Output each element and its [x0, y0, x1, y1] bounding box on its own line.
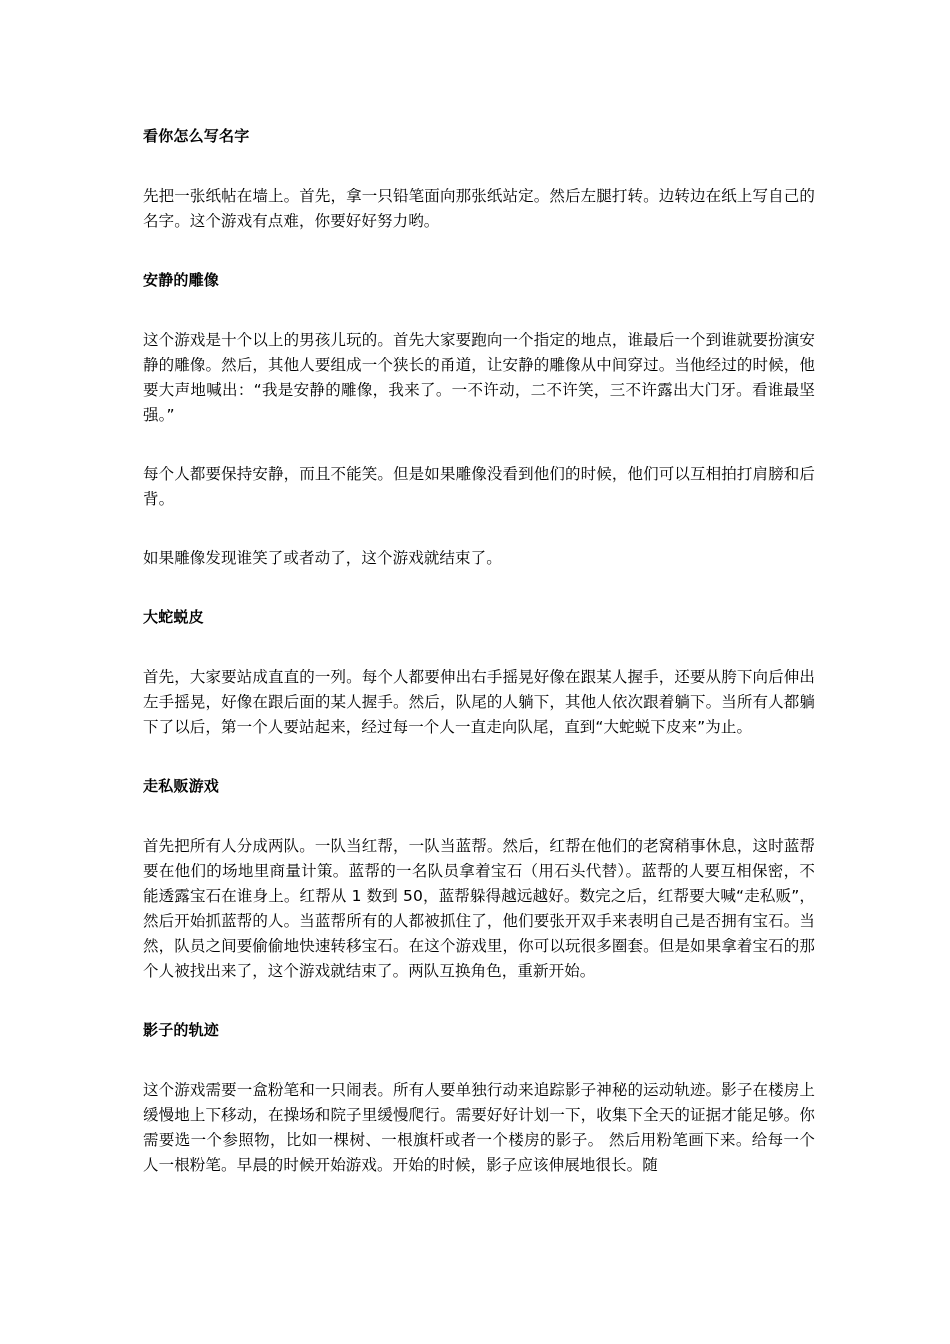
section-paragraph: 每个人都要保持安静，而且不能笑。但是如果雕像没看到他们的时候，他们可以互相拍打肩膀和后背。 — [143, 465, 815, 508]
section-paragraph: 首先，大家要站成直直的一列。每个人都要伸出右手摇晃好像在跟某人握手，还要从胯下向后伸出左手摇晃，好像在跟后面的某人握手。然后，队尾的人躺下，其他人依次跟着躺下。当所有人都躺下了以后，第一个人要站起来，经过每一个人一直走向队尾，直到“大蛇蜕下皮来”为止。 — [143, 668, 815, 736]
section-paragraph: 如果雕像发现谁笑了或者动了，这个游戏就结束了。 — [143, 549, 502, 567]
section-title-write-name: 看你怎么写名字 — [143, 127, 250, 145]
section-paragraph: 首先把所有人分成两队。一队当红帮，一队当蓝帮。然后，红帮在他们的老窝稍事休息，这时蓝帮要在他们的场地里商量计策。蓝帮的一名队员拿着宝石（用石头代替）。蓝帮的人要互相保密，不能透露宝石在谁身上。红帮从 1 数到 50，蓝帮躲得越远越好。数完之后，红帮要大喊“走私贩”，然后开始抓蓝帮的人。当蓝帮所有的人都被抓住了，他们要张开双手来表明自己是否拥有宝石。当然，队员之间要偷偷地快速转移宝石。在这个游戏里，你可以玩很多圈套。但是如果拿着宝石的那个人被找出来了，这个游戏就结束了。两队互换角色，重新开始。 — [143, 837, 815, 980]
document-page — [143, 124, 815, 1212]
section-title-smuggler-game: 走私贩游戏 — [143, 777, 220, 795]
section-title-shadow-trail: 影子的轨迹 — [143, 1021, 220, 1039]
section-title-quiet-statue: 安静的雕像 — [143, 271, 220, 289]
section-paragraph: 这个游戏是十个以上的男孩儿玩的。首先大家要跑向一个指定的地点，谁最后一个到谁就要扮演安静的雕像。然后，其他人要组成一个狭长的甬道，让安静的雕像从中间穿过。当他经过的时候，他要大声地喊出：“我是安静的雕像，我来了。一不许动，二不许笑，三不许露出大门牙。看谁最坚强。” — [143, 331, 815, 424]
section-paragraph: 先把一张纸帖在墙上。首先，拿一只铅笔面向那张纸站定。然后左腿打转。边转边在纸上写自己的名字。这个游戏有点难，你要好好努力哟。 — [143, 187, 815, 230]
section-title-snake-shedding: 大蛇蜕皮 — [143, 608, 204, 626]
section-paragraph: 这个游戏需要一盒粉笔和一只闹表。所有人要单独行动来追踪影子神秘的运动轨迹。影子在楼房上缓慢地上下移动，在操场和院子里缓慢爬行。需要好好计划一下，收集下全天的证据才能足够。你需要选一个参照物，比如一棵树、一根旗杆或者一个楼房的影子。 然后用粉笔画下来。给每一个人一根粉笔。早晨的时候开始游戏。开始的时候，影子应该伸展地很长。随 — [143, 1081, 815, 1174]
